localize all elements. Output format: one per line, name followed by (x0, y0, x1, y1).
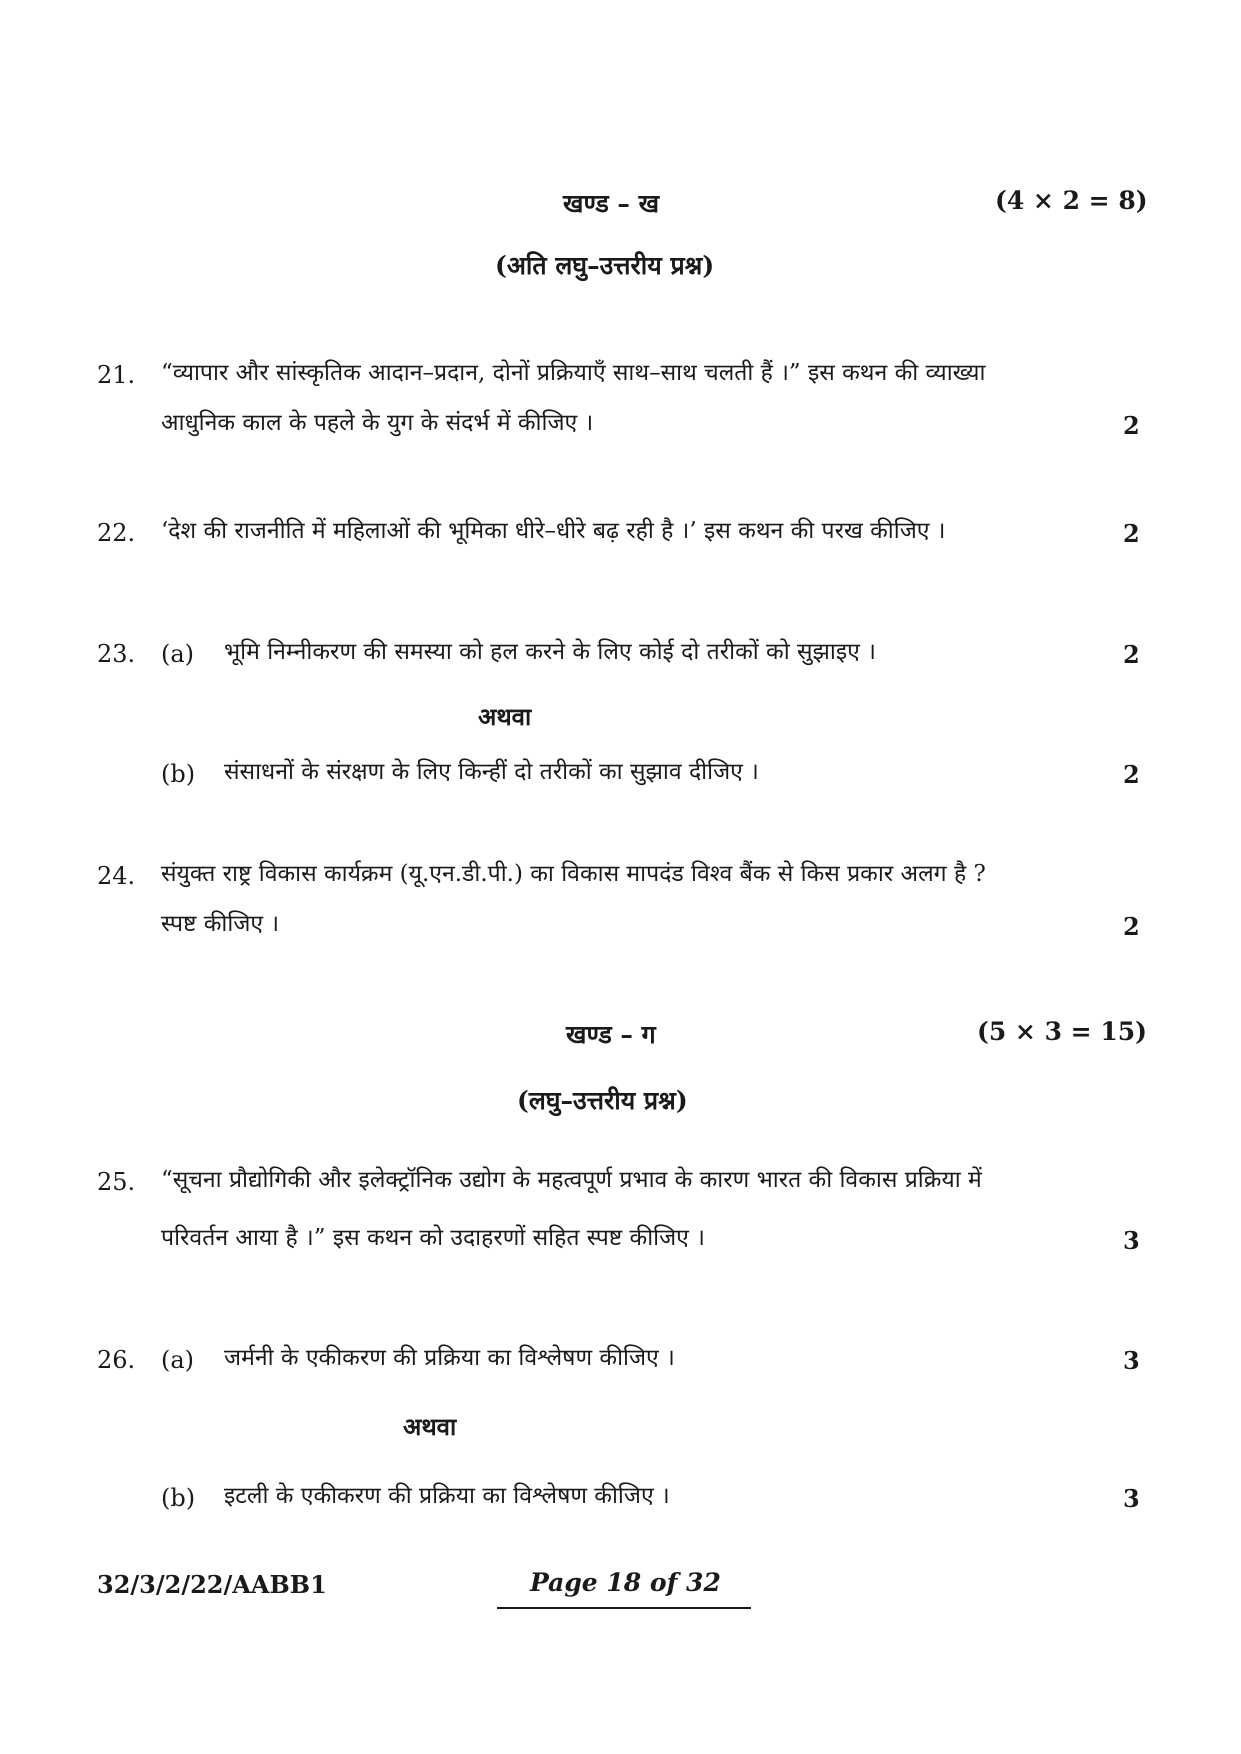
paper-code: 32/3/2/22/AABB1 (97, 1570, 327, 1599)
section-c-subtitle: (लघु–उत्तरीय प्रश्न) (517, 1086, 688, 1115)
section-b-title: खण्ड – ख (563, 189, 660, 218)
question-text-26a: जर्मनी के एकीकरण की प्रक्रिया का विश्लेषण कीजिए । (224, 1345, 675, 1371)
section-b-subtitle: (अति लघु–उत्तरीय प्रश्न) (495, 251, 715, 280)
question-number: 22. (97, 519, 136, 547)
section-c-marks: (5 × 3 = 15) (977, 1017, 1147, 1046)
option-label-b: (b) (161, 760, 196, 788)
question-marks: 2 (1123, 912, 1140, 941)
question-number: 26. (97, 1346, 136, 1374)
question-number: 23. (97, 640, 136, 668)
question-marks: 3 (1123, 1484, 1140, 1513)
or-separator: अथवा (478, 702, 532, 731)
question-text-25-line1: “सूचना प्रौद्योगिकी और इलेक्ट्रॉनिक उद्योग के महत्वपूर्ण प्रभाव के कारण भारत की विकास प्रक्रिया में (161, 1167, 982, 1193)
question-text-25-line2: परिवर्तन आया है ।” इस कथन को उदाहरणों सहित स्पष्ट कीजिए । (161, 1225, 705, 1251)
question-text-22: ‘देश की राजनीति में महिलाओं की भूमिका धीरे–धीरे बढ़ रही है ।’ इस कथन की परख कीजिए । (161, 518, 946, 544)
option-label-a: (a) (161, 640, 195, 668)
or-separator: अथवा (403, 1412, 457, 1441)
question-marks: 3 (1123, 1346, 1140, 1375)
question-text-24-line2: स्पष्ट कीजिए । (161, 911, 280, 937)
question-marks: 3 (1123, 1226, 1140, 1255)
question-text-21-line1: “व्यापार और सांस्कृतिक आदान–प्रदान, दोनों प्रक्रियाएँ साथ–साथ चलती हैं ।” इस कथन की व्याख्या (161, 360, 986, 386)
question-text-23a: भूमि निम्नीकरण की समस्या को हल करने के लिए कोई दो तरीकों को सुझाइए । (224, 639, 876, 665)
question-marks: 2 (1123, 760, 1140, 789)
option-label-b: (b) (161, 1484, 196, 1512)
question-number: 25. (97, 1168, 136, 1196)
question-marks: 2 (1123, 640, 1140, 669)
question-text-21-line2: आधुनिक काल के पहले के युग के संदर्भ में कीजिए । (161, 410, 594, 436)
question-text-24-line1: संयुक्त राष्ट्र विकास कार्यक्रम (यू.एन.डी.पी.) का विकास मापदंड विश्व बैंक से किस प्रकार अलग है ? (161, 861, 986, 887)
question-marks: 2 (1123, 411, 1140, 440)
question-number: 24. (97, 862, 136, 890)
section-c-title: खण्ड – ग (566, 1020, 656, 1049)
page-number: Page 18 of 32 (530, 1568, 721, 1597)
question-number: 21. (97, 361, 136, 389)
question-text-26b: इटली के एकीकरण की प्रक्रिया का विश्लेषण कीजिए । (224, 1483, 670, 1509)
page-number-underline (497, 1607, 751, 1609)
question-marks: 2 (1123, 519, 1140, 548)
section-b-marks: (4 × 2 = 8) (995, 186, 1148, 215)
question-text-23b: संसाधनों के संरक्षण के लिए किन्हीं दो तरीकों का सुझाव दीजिए । (224, 759, 759, 785)
option-label-a: (a) (161, 1346, 195, 1374)
